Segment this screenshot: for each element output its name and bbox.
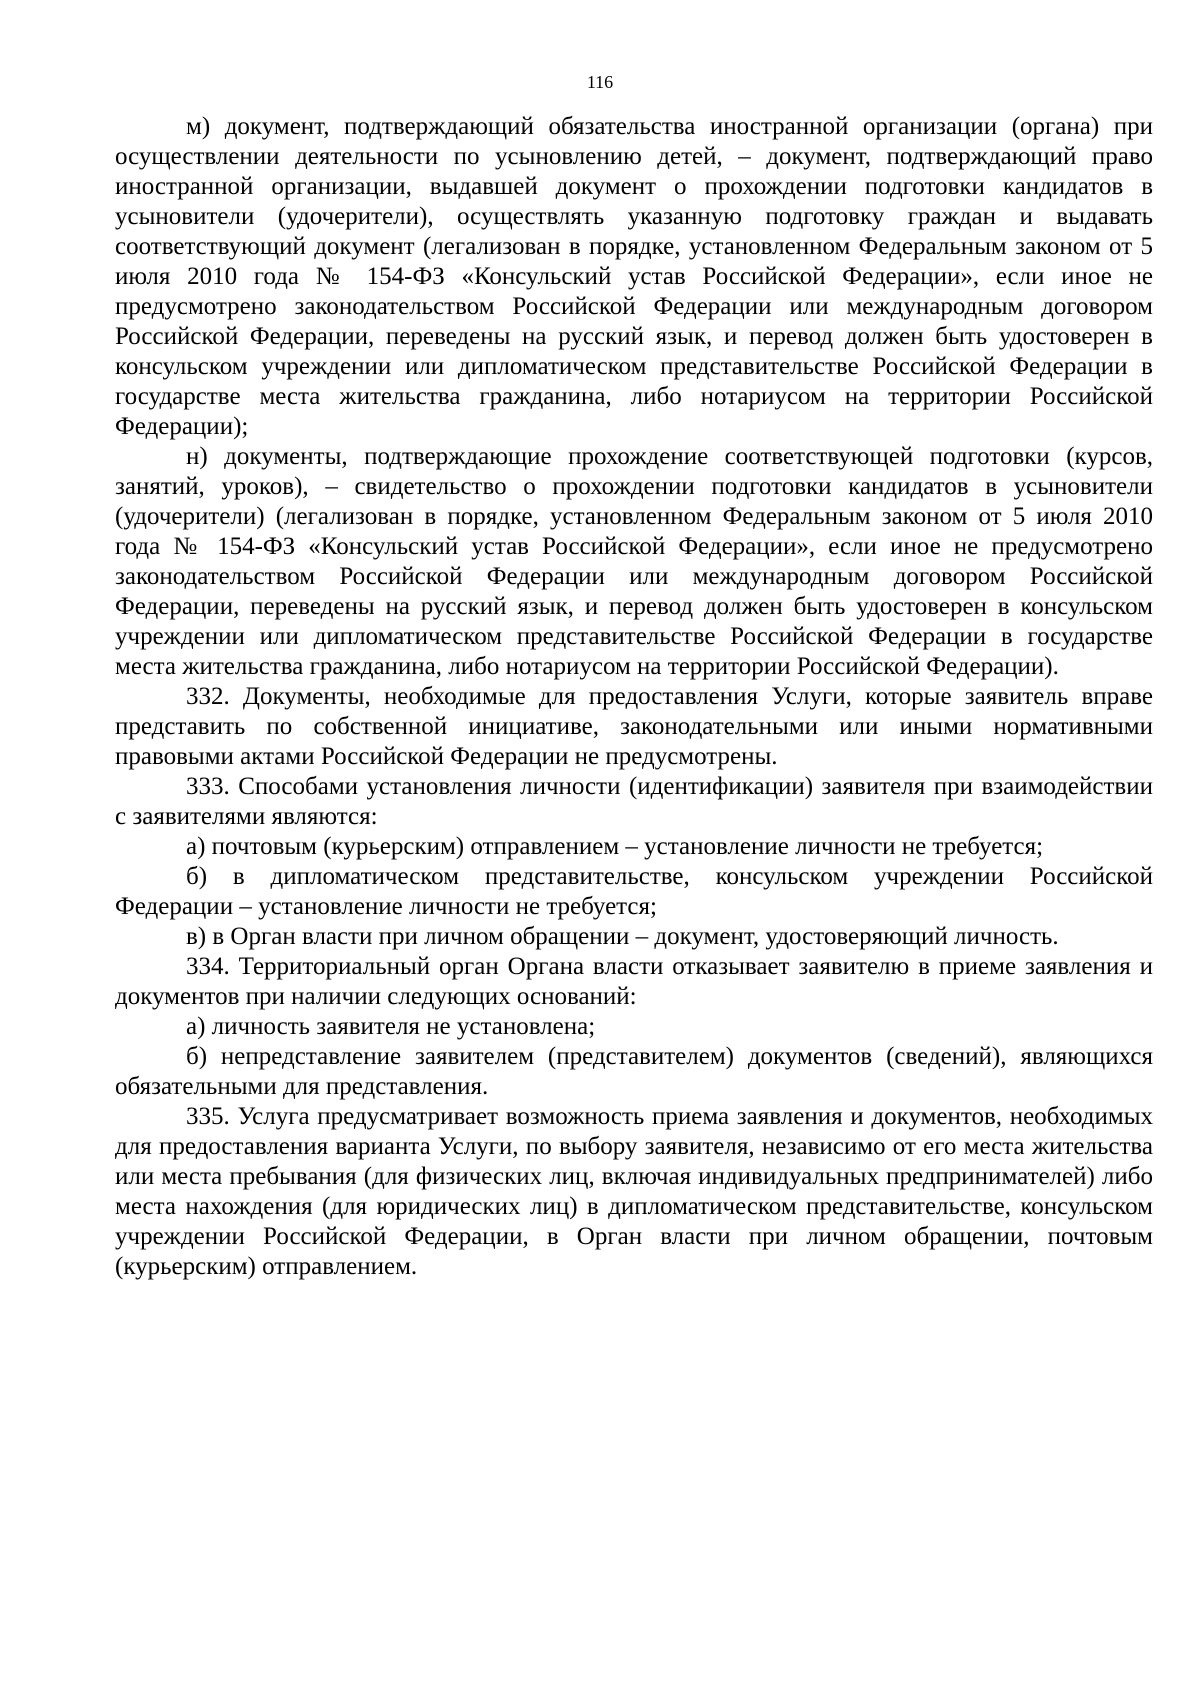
paragraph-n: н) документы, подтверждающие прохождение соответствующей подготовки (курсов, занятий, уроков), – свидетельство о прохождении подготовки кандидатов в усыновители (удочерители) (легализован в порядке, установленном Федеральным законом от 5 июля 2010 года № 154-ФЗ «Консульский устав Российской Федерации», если иное не предусмотрено законодательством Российской Федерации или международным договором Российской Федерации, переведены на русский язык, и перевод должен быть удостоверен в консульском учреждении или дипломатическом представительстве Российской Федерации в государстве места жительства гражданина, либо нотариусом на территории Российской Федерации).: [115, 443, 1153, 680]
paragraph-333: 333. Способами установления личности (идентификации) заявителя при взаимодействии с заявителями являются:: [115, 773, 1153, 830]
paragraph-m: м) документ, подтверждающий обязательства иностранной организации (органа) при осуществлении деятельности по усыновлению детей, – документ, подтверждающий право иностранной организации, выдавшей документ о прохождении подготовки кандидатов в усыновители (удочерители), осуществлять указанную подготовку граждан и выдавать соответствующий документ (легализован в порядке, установленном Федеральным законом от 5 июля 2010 года № 154-ФЗ «Консульский устав Российской Федерации», если иное не предусмотрено законодательством Российской Федерации или международным договором Российской Федерации, переведены на русский язык, и перевод должен быть удостоверен в консульском учреждении или дипломатическом представительстве Российской Федерации в государстве места жительства гражданина, либо нотариусом на территории Российской Федерации);: [115, 113, 1153, 440]
paragraph-335: 335. Услуга предусматривает возможность приема заявления и документов, необходимых для предоставления варианта Услуги, по выбору заявителя, независимо от его места жительства или места пребывания (для физических лиц, включая индивидуальных предпринимателей) либо места нахождения (для юридических лиц) в дипломатическом представительстве, консульском учреждении Российской Федерации, в Орган власти при личном обращении, почтовым (курьерским) отправлением.: [115, 1103, 1153, 1280]
paragraph-333-v: в) в Орган власти при личном обращении – документ, удостоверяющий личность.: [186, 923, 1059, 950]
paragraph-333-a: а) почтовым (курьерским) отправлением – установление личности не требуется;: [186, 833, 1044, 860]
document-body: [115, 112, 1153, 1282]
paragraph-334-b: б) непредставление заявителем (представителем) документов (сведений), являющихся обязательными для представления.: [115, 1043, 1153, 1100]
page-number: 116: [586, 72, 614, 92]
paragraph-334: 334. Территориальный орган Органа власти отказывает заявителю в приеме заявления и документов при наличии следующих оснований:: [115, 953, 1153, 1010]
paragraph-332: 332. Документы, необходимые для предоставления Услуги, которые заявитель вправе представить по собственной инициативе, законодательными или иными нормативными правовыми актами Российской Федерации не предусмотрены.: [115, 683, 1153, 770]
paragraph-334-a: а) личность заявителя не установлена;: [186, 1013, 596, 1040]
paragraph-333-b: б) в дипломатическом представительстве, консульском учреждении Российской Федерации – установление личности не требуется;: [115, 863, 1153, 920]
